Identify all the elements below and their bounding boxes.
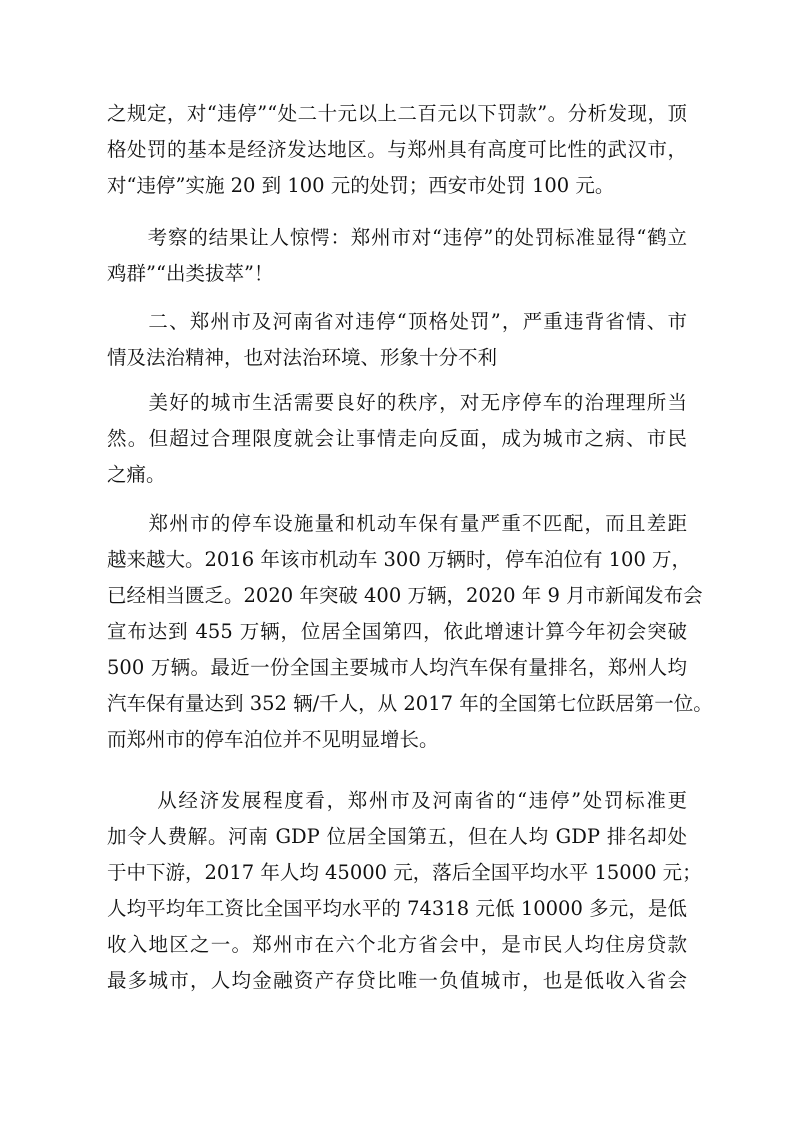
text-line: 二、郑州市及河南省对违停“顶格处罚”，严重违背省情、市 (107, 310, 687, 333)
text-line: 加令人费解。河南 GDP 位居全国第五，但在人均 GDP 排名却处 (107, 825, 687, 848)
paragraph-economic-development (107, 783, 702, 999)
text-line: 于中下游，2017 年人均 45000 元，落后全国平均水平 15000 元； (107, 861, 702, 884)
text-line: 之规定，对“违停”“处二十元以上二百元以下罚款”。分析发现，顶 (107, 102, 687, 125)
text-line: 对“违停”实施 20 到 100 元的处罚；西安市处罚 100 元。 (107, 174, 615, 197)
paragraph-parking-facilities (107, 506, 713, 758)
paragraph-investigation-result (107, 220, 687, 292)
paragraph-regulation (107, 96, 687, 204)
text-line: 越来越大。2016 年该市机动车 300 万辆时，停车泊位有 100 万， (107, 548, 692, 571)
text-line: 之痛。 (107, 463, 166, 486)
text-line: 考察的结果让人惊愕：郑州市对“违停”的处罚标准显得“鹤立 (107, 226, 687, 249)
text-line: 人均平均年工资比全国平均水平的 74318 元低 10000 多元，是低 (107, 897, 687, 920)
text-line: 500 万辆。最近一份全国主要城市人均汽车保有量排名，郑州人均 (107, 656, 687, 679)
text-line: 郑州市的停车设施量和机动车保有量严重不匹配，而且差距 (107, 512, 687, 535)
section-heading-two (107, 304, 687, 376)
text-line: 而郑州市的停车泊位并不见明显增长。 (107, 728, 439, 751)
text-line: 格处罚的基本是经济发达地区。与郑州具有高度可比性的武汉市， (107, 138, 687, 161)
text-line: 最多城市，人均金融资产存贷比唯一负值城市，也是低收入省会 (107, 969, 687, 992)
text-line: 已经相当匮乏。2020 年突破 400 万辆，2020 年 9 月市新闻发布会 (107, 584, 703, 607)
paragraph-city-order (107, 385, 687, 493)
text-line: 情及法治精神，也对法治环境、形象十分不利 (107, 346, 498, 369)
text-line: 鸡群”“出类拔萃”！ (107, 262, 274, 285)
text-line: 从经济发展程度看，郑州市及河南省的“违停”处罚标准更 (107, 789, 687, 812)
text-line: 收入地区之一。郑州市在六个北方省会中，是市民人均住房贷款 (107, 933, 687, 956)
text-line: 汽车保有量达到 352 辆/千人，从 2017 年的全国第七位跃居第一位。 (107, 692, 713, 715)
text-line: 然。但超过合理限度就会让事情走向反面，成为城市之病、市民 (107, 427, 687, 450)
text-line: 宣布达到 455 万辆，位居全国第四，依此增速计算今年初会突破 (107, 620, 687, 643)
text-line: 美好的城市生活需要良好的秩序，对无序停车的治理理所当 (107, 391, 687, 414)
